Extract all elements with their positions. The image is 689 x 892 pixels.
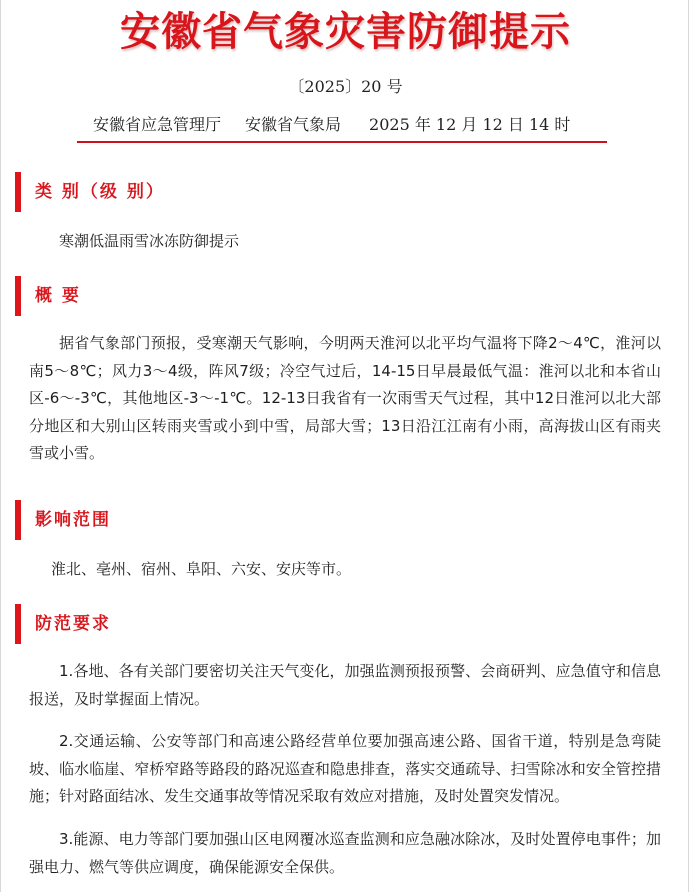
- section-title: 概 要: [35, 286, 81, 306]
- issue-time: 2025 年 12 月 12 日 14 时: [369, 115, 571, 134]
- issuer-line: [93, 114, 613, 136]
- requirement-item-1: 1.各地、各有关部门要密切关注天气变化，加强监测预报预警、会商研判、应急值守和信息报送，及时掌握面上情况。: [29, 662, 661, 708]
- section-heading-requirements: [15, 604, 615, 644]
- section-title: 影响范围: [35, 510, 111, 530]
- section-title: 类 别（级 别）: [35, 182, 165, 202]
- section-marker-bar: [15, 276, 21, 316]
- section-heading-overview: [15, 276, 615, 316]
- requirement-item-3: 3.能源、电力等部门要加强山区电网覆冰巡查监测和应急融冰除冰，及时处置停电事件；加强电力、燃气等供应调度，确保能源安全保供。: [29, 830, 661, 876]
- section-marker-bar: [15, 500, 21, 540]
- section-heading-impact: [15, 500, 615, 540]
- impact-text: 淮北、亳州、宿州、阜阳、六安、安庆等市。: [51, 560, 352, 578]
- section-heading-category: [15, 172, 615, 212]
- section-marker-bar: [15, 604, 21, 644]
- header-divider: [77, 141, 607, 143]
- section-title: 防范要求: [35, 614, 111, 634]
- requirement-item-2: 2.交通运输、公安等部门和高速公路经营单位要加强高速公路、国省干道，特别是急弯陡坡、临水临崖、窄桥窄路等路段的路况巡查和隐患排查，落实交通疏导、扫雪除冰和安全管控措施；针对路面结冰、发生交通事故等情况采取有效应对措施，及时处置突发情况。: [29, 732, 661, 805]
- issuer-emergency-dept: 安徽省应急管理厅: [93, 115, 222, 134]
- issuer-meteorological-bureau: 安徽省气象局: [245, 115, 342, 134]
- overview-text: 据省气象部门预报，受寒潮天气影响，今明两天淮河以北平均气温将下降2～4℃，淮河以南5～8℃；风力3～4级，阵风7级；冷空气过后，14-15日早晨最低气温：淮河以北和本省山区-6～-3℃，其他地区-3～-1℃。12-13日我省有一次雨雪天气过程，其中12日淮河以北大部分地区和大别山区转雨夹雪或小到中雪，局部大雪；13日沿江江南有小雨，高海拔山区有雨夹雪或小雪。: [29, 334, 661, 462]
- document-title: 安徽省气象灾害防御提示: [120, 8, 571, 55]
- category-text: 寒潮低温雨雪冰冻防御提示: [59, 232, 240, 250]
- section-marker-bar: [15, 172, 21, 212]
- document-number: 〔2025〕20 号: [288, 77, 403, 96]
